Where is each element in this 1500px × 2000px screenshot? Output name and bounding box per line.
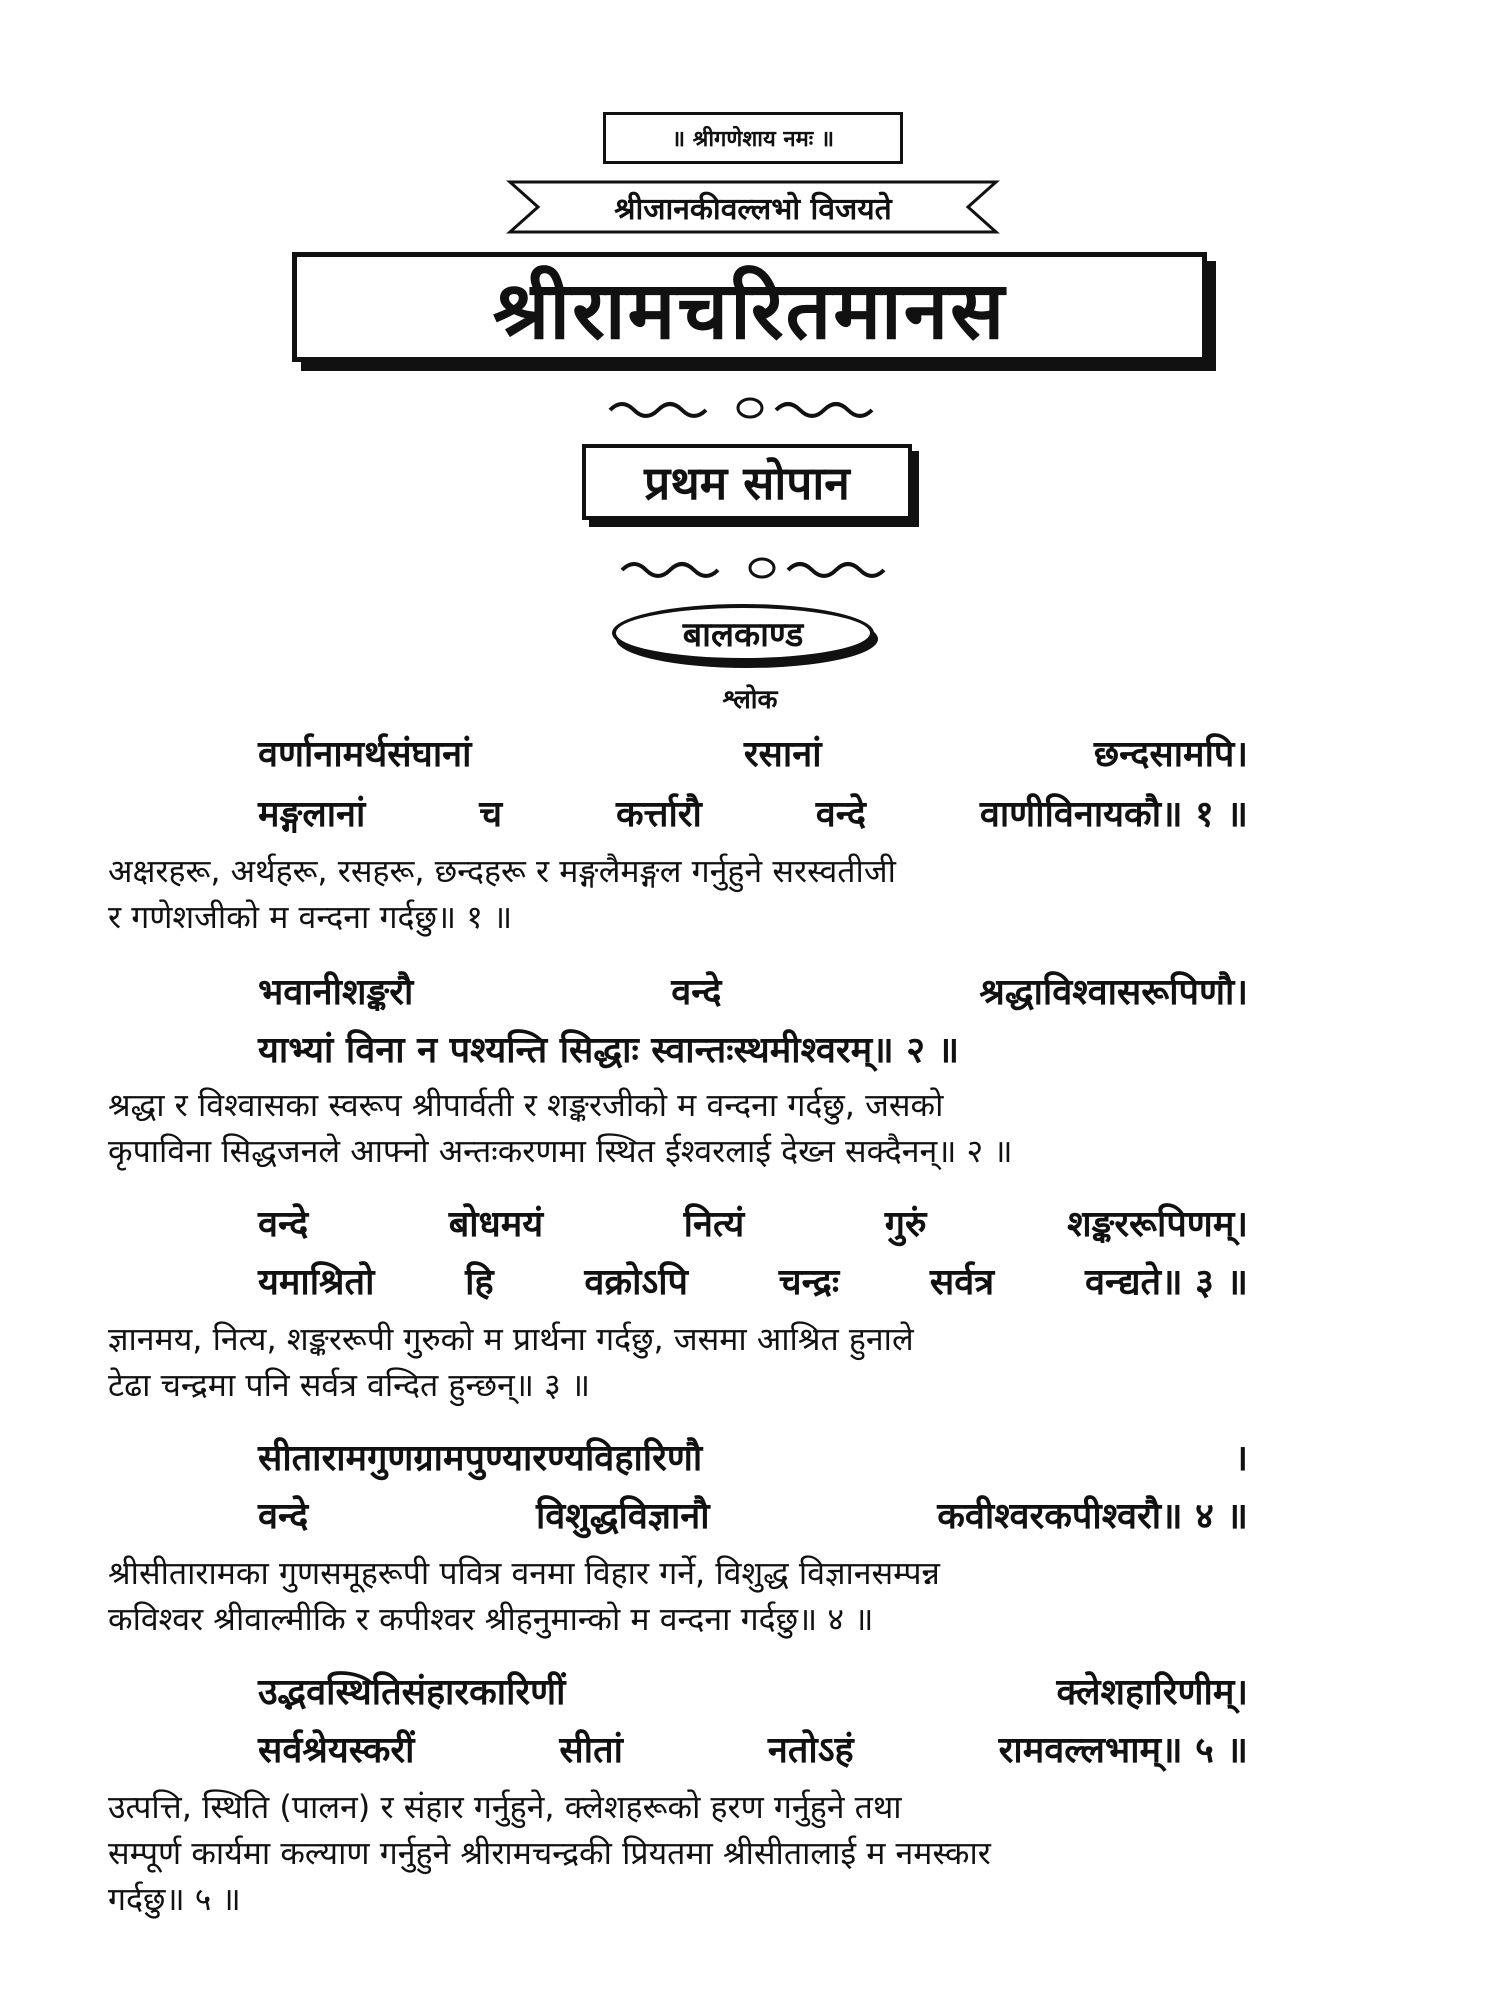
verse-word: वन्द्यते॥ ३ ॥ (1084, 1261, 1248, 1303)
verse-word: नित्यं (683, 1203, 745, 1245)
translation-line: सम्पूर्ण कार्यमा कल्याण गर्नुहुने श्रीरामचन्द्रकी प्रियतमा श्रीसीतालाई म नमस्कार (108, 1834, 991, 1872)
verse-line (258, 1722, 1248, 1774)
verse-word: नतोऽहं (767, 1729, 854, 1771)
translation-line: गर्दछु॥ ५ ॥ (108, 1880, 241, 1918)
verse-word: भवानीशङ्करौ (258, 971, 414, 1013)
translation-line: श्रीसीतारामका गुणसमूहरूपी पवित्र वनमा विहार गर्ने, विशुद्ध विज्ञानसम्पन्न (108, 1554, 940, 1592)
verse-word: वन्दे (258, 1495, 309, 1537)
translation-line: श्रद्धा र विश्वासका स्वरूप श्रीपार्वती र शङ्करजीको म वन्दना गर्दछु, जसको (108, 1086, 944, 1124)
verse-word: कर्त्तारौ (615, 793, 702, 835)
translation-paragraph (108, 1316, 1398, 1408)
banner-text: श्रीजानकीवल्लभो विजयते (614, 191, 892, 227)
verse-word: शङ्कररूपिणम्। (1067, 1203, 1248, 1245)
verse-word: सीतां (559, 1729, 623, 1771)
verse-word: वन्दे (815, 793, 866, 835)
translation-paragraph (108, 1550, 1398, 1642)
verse-word: सर्वत्र (929, 1261, 995, 1303)
verse-line (258, 786, 1248, 838)
book-title: श्रीरामचरितमानस (292, 252, 1207, 362)
translation-paragraph (108, 1082, 1398, 1174)
invocation-box (603, 112, 903, 164)
verse-word: उद्भवस्थितिसंहारकारिणीं (258, 1671, 566, 1713)
verse-word: गुरुं (884, 1203, 927, 1245)
verse-word: यमाश्रितो (258, 1261, 375, 1303)
verse-line (258, 726, 1248, 778)
invocation-text: ॥ श्रीगणेशाय नमः ॥ (671, 127, 835, 152)
verse-word: रामवल्लभाम्॥ ५ ॥ (998, 1729, 1248, 1771)
translation-paragraph (108, 1784, 1398, 1922)
verse-word: श्रद्धाविश्वासरूपिणौ। (979, 971, 1248, 1013)
translation-line: ज्ञानमय, नित्य, शङ्कररूपी गुरुको म प्रार्थना गर्दछु, जसमा आश्रित हुनाले (108, 1320, 914, 1358)
translation-line: कविश्वर श्रीवाल्मीकि र कपीश्वर श्रीहनुमान्को म वन्दना गर्दछु॥ ४ ॥ (108, 1600, 874, 1638)
verse-word: । (1234, 1437, 1248, 1479)
translation-line: उत्पत्ति, स्थिति (पालन) र संहार गर्नुहुने, क्लेशहरूको हरण गर्नुहुने तथा (108, 1788, 902, 1826)
section-title: प्रथम सोपान (582, 444, 912, 520)
verse-word: वन्दे (671, 971, 722, 1013)
verse-word: मङ्गलानां (258, 793, 366, 835)
verse-word: बोधमयं (448, 1203, 544, 1245)
swirl-ornament-icon (612, 552, 912, 582)
shloka-label: श्लोक (722, 685, 778, 715)
verse-word: सीतारामगुणग्रामपुण्यारण्यविहारिणौ (258, 1437, 703, 1479)
translation-line: कृपाविना सिद्धजनले आफ्नो अन्तःकरणमा स्थित ईश्वरलाई देख्न सक्दैनन्॥ २ ॥ (108, 1132, 1013, 1170)
verse-line (258, 1488, 1248, 1540)
verse-word: चन्द्रः (778, 1261, 840, 1303)
verse-word: वन्दे (258, 1203, 309, 1245)
verse-line (258, 1196, 1248, 1248)
ribbon-banner (506, 178, 1000, 236)
verse-word: सर्वश्रेयस्करीं (258, 1729, 415, 1771)
verse-word: वाणीविनायकौ॥ १ ॥ (979, 793, 1248, 835)
verse-line (258, 1430, 1248, 1482)
verse-word: क्लेशहारिणीम्। (1056, 1671, 1248, 1713)
translation-line: र गणेशजीको म वन्दना गर्दछु॥ १ ॥ (108, 898, 513, 936)
verse-line (258, 1022, 1248, 1074)
verse-word: विशुद्धविज्ञानौ (535, 1495, 710, 1537)
verse-line (258, 1254, 1248, 1306)
verse-word: कवीश्वरकपीश्वरौ॥ ४ ॥ (937, 1495, 1248, 1537)
verse-word: वर्णानामर्थसंघानां (258, 733, 472, 775)
swirl-ornament-icon (600, 392, 900, 422)
verse-word: छन्दसामपि। (1093, 733, 1248, 775)
verse-word: याभ्यां विना न पश्यन्ति सिद्धाः स्वान्तःस्थमीश्वरम्॥ २ ॥ (258, 1029, 960, 1071)
verse-line (258, 964, 1248, 1016)
verse-word: हि (465, 1261, 494, 1303)
verse-word: रसानां (743, 733, 822, 775)
verse-word: वक्रोऽपि (584, 1261, 688, 1303)
translation-paragraph (108, 848, 1398, 940)
translation-line: अक्षरहरू, अर्थहरू, रसहरू, छन्दहरू र मङ्गलैमङ्गल गर्नुहुने सरस्वतीजी (108, 852, 896, 890)
translation-line: टेढा चन्द्रमा पनि सर्वत्र वन्दित हुन्छन्॥ ३ ॥ (108, 1366, 591, 1404)
verse-line (258, 1664, 1248, 1716)
verse-word: च (479, 793, 503, 835)
kanda-title: बालकाण्ड (612, 604, 874, 662)
